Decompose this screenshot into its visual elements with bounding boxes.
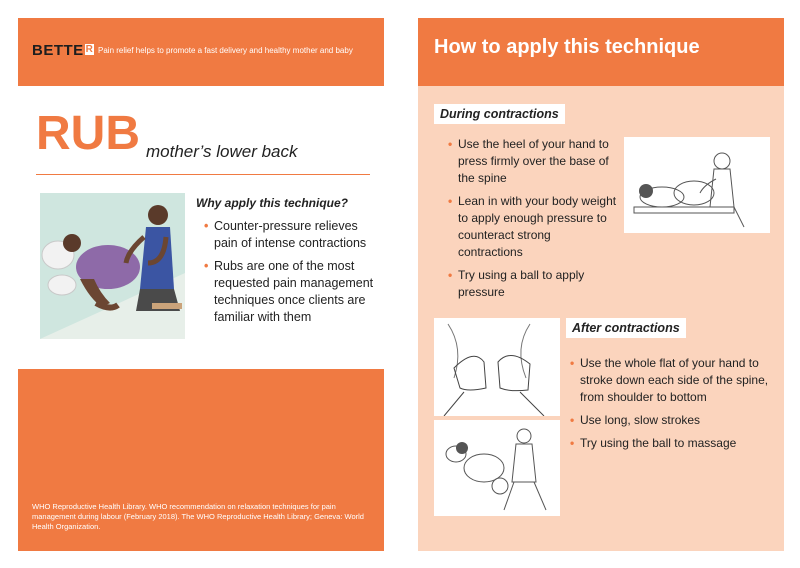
- left-panel: [18, 18, 384, 551]
- left-footer-band: [18, 369, 384, 551]
- after-contractions-heading: After contractions: [566, 318, 686, 338]
- section-title: How to apply this technique: [434, 36, 700, 58]
- hands-massage-sketch: [434, 318, 560, 416]
- during-contractions-heading: During contractions: [434, 104, 565, 124]
- list-item: • Rubs are one of the most requested pain management techniques once clients are familiar with them: [204, 258, 374, 326]
- list-item: • Use the whole flat of your hand to stroke down each side of the spine, from shoulder to bottom: [570, 355, 776, 406]
- brand-text: BETTE: [32, 42, 84, 59]
- why-heading: Why apply this technique?: [196, 196, 349, 210]
- list-item: • Use long, slow strokes: [570, 412, 776, 429]
- list-item: • Try using a ball to apply pressure: [448, 267, 618, 301]
- brand-mark: R: [85, 44, 94, 55]
- list-item: • Lean in with your body weight to apply enough pressure to counteract strong contractions: [448, 193, 618, 261]
- during-list: [448, 136, 618, 307]
- left-header-banner: [18, 18, 384, 86]
- during-contractions-sketch: [624, 137, 770, 233]
- labour-rub-illustration: [40, 193, 185, 339]
- title-divider: [36, 174, 370, 175]
- ball-massage-sketch: [434, 420, 560, 516]
- list-item: • Try using the ball to massage: [570, 435, 776, 452]
- list-item: • Use the heel of your hand to press firmly over the base of the spine: [448, 136, 618, 187]
- list-item: • Counter-pressure relieves pain of intense contractions: [204, 218, 374, 252]
- after-list: [570, 355, 776, 458]
- page-subtitle: mother’s lower back: [146, 142, 298, 161]
- right-header-banner: [418, 18, 784, 86]
- brand-logo: [32, 42, 94, 59]
- citation-text: WHO Reproductive Health Library. WHO recommendation on relaxation techniques for pain management during labour (February 2018). The WHO Reproductive Health Library; Geneva: World Health Organization.: [32, 502, 364, 531]
- why-list: [204, 218, 374, 332]
- right-panel: [418, 18, 784, 551]
- page-title: RUB: [36, 107, 140, 160]
- tagline: Pain relief helps to promote a fast delivery and healthy mother and baby: [98, 46, 353, 55]
